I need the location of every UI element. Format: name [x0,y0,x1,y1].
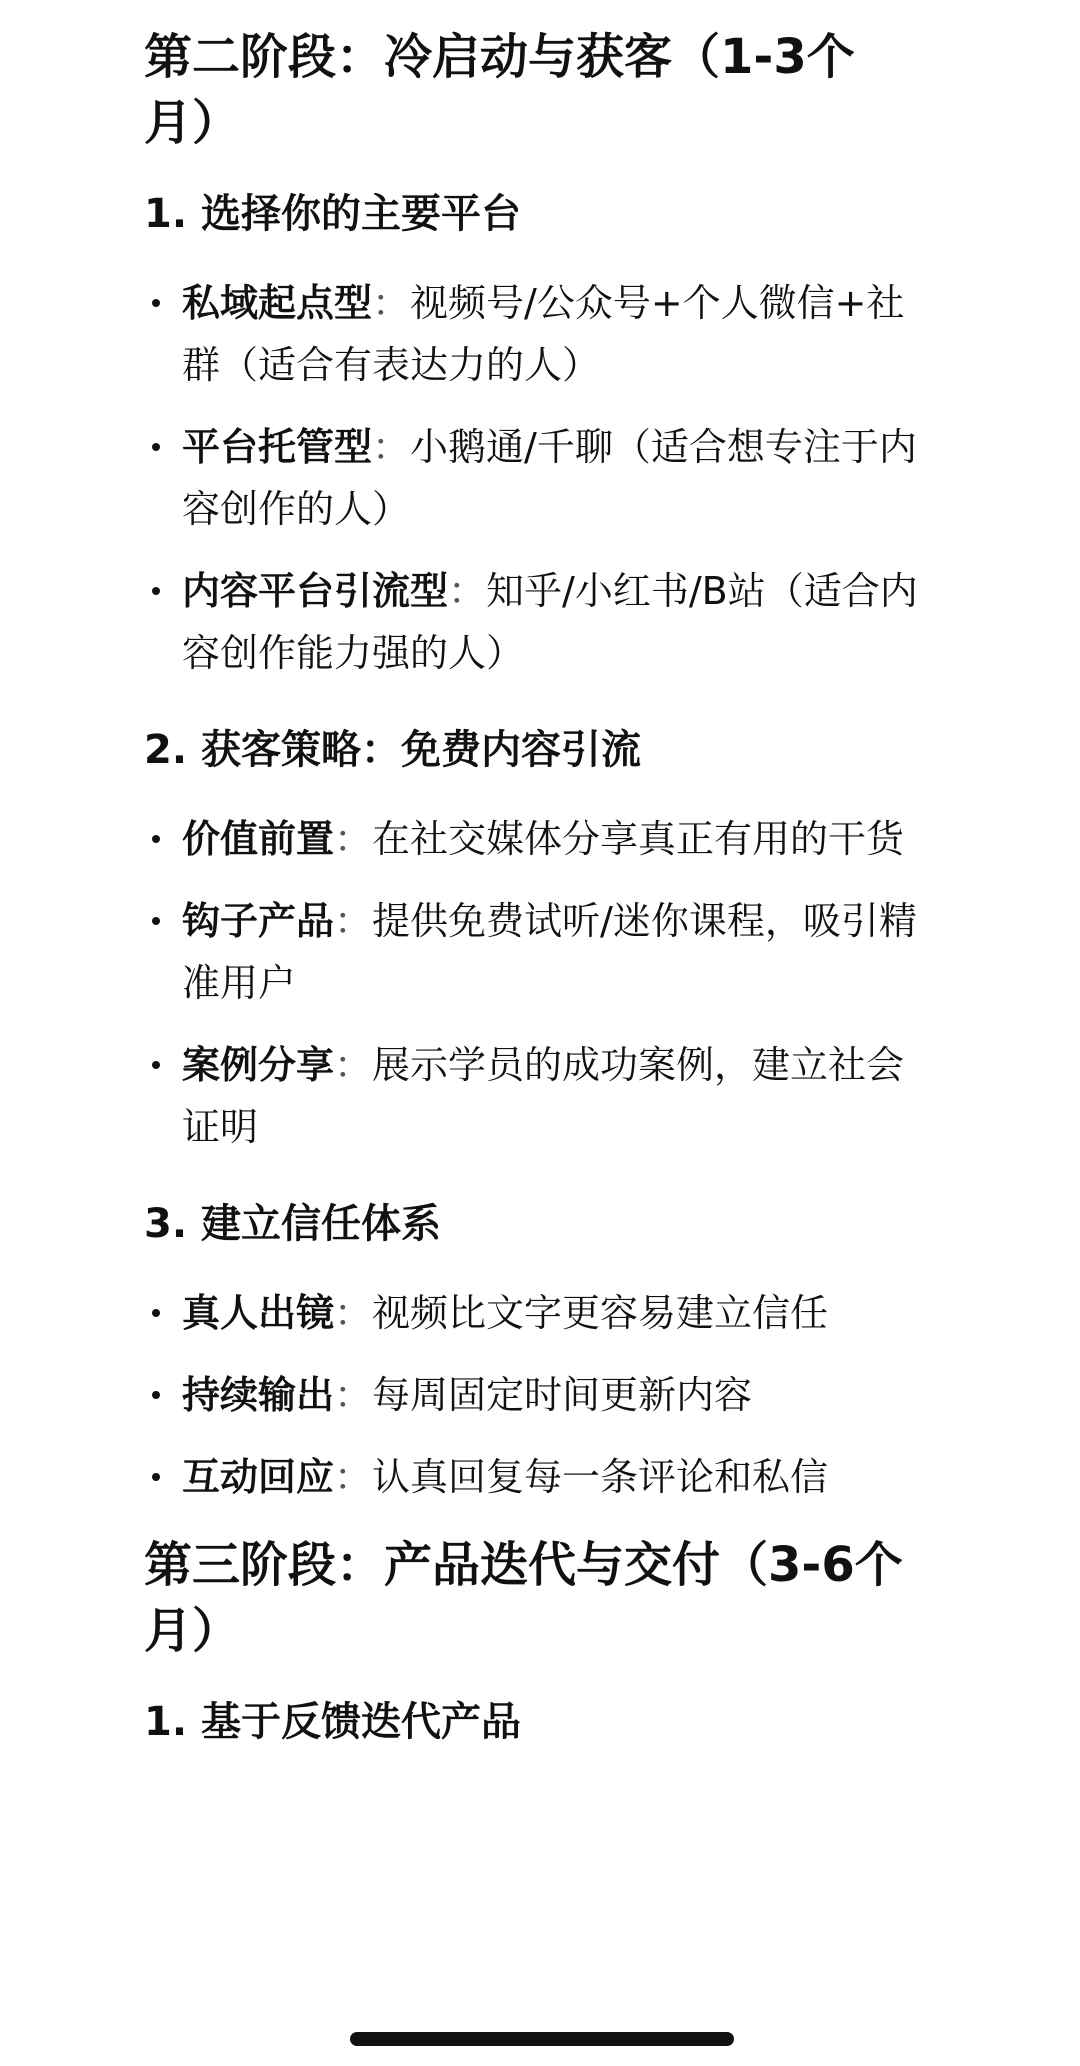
bullet-icon [152,1391,160,1399]
item-text: 小鹅通/千聊（适合想专注于内容创作的人） [182,425,917,531]
item-term: 案例分享 [182,1043,335,1087]
item-term: 真人出镜 [182,1291,335,1335]
bullet-icon [152,1309,160,1317]
bullet-icon [152,1473,160,1481]
home-indicator[interactable] [350,2032,734,2046]
item-separator: ： [372,425,411,469]
list-item [144,1034,942,1158]
item-text: 提供免费试听/迷你课程，吸引精准用户 [182,899,917,1005]
stage2-title: 第二阶段：冷启动与获客（1-3个月） [144,29,855,151]
item-term: 钩子产品 [182,899,335,943]
article-content [144,24,944,1780]
bullet-icon [152,917,160,925]
list-item [144,272,942,396]
list-item [144,808,942,870]
list-item [144,1364,942,1426]
list-item [144,1446,942,1508]
item-term: 价值前置 [182,817,335,861]
item-separator: ： [334,899,373,943]
item-separator: ： [448,569,487,613]
item-separator: ： [334,1291,373,1335]
item-term: 内容平台引流型 [182,569,449,613]
item-text: 每周固定时间更新内容 [372,1373,753,1417]
item-term: 互动回应 [182,1455,335,1499]
section-heading-iterate: 1. 基于反馈迭代产品 [144,1699,521,1745]
bullet-icon [152,299,160,307]
list-item [144,560,942,684]
item-separator: ： [334,1455,373,1499]
platform-list [144,272,944,684]
section-heading-platform: 1. 选择你的主要平台 [144,191,521,237]
stage3-title: 第三阶段：产品迭代与交付（3-6个月） [144,1537,903,1659]
item-text: 认真回复每一条评论和私信 [372,1455,829,1499]
list-item [144,416,942,540]
trust-list [144,1282,944,1508]
item-text: 视频比文字更容易建立信任 [372,1291,829,1335]
bullet-icon [152,835,160,843]
item-separator: ： [334,817,373,861]
item-term: 私域起点型 [182,281,373,325]
item-text: 在社交媒体分享真正有用的干货 [372,817,905,861]
list-item [144,1282,942,1344]
item-separator: ： [334,1043,373,1087]
item-term: 平台托管型 [182,425,373,469]
section-heading-acquisition: 2. 获客策略：免费内容引流 [144,727,641,773]
section-heading-trust: 3. 建立信任体系 [144,1201,441,1247]
item-text: 展示学员的成功案例，建立社会证明 [182,1043,905,1149]
bullet-icon [152,1061,160,1069]
acquisition-list [144,808,944,1158]
item-text: 视频号/公众号+个人微信+社群（适合有表达力的人） [182,281,905,387]
bullet-icon [152,587,160,595]
item-separator: ： [334,1373,373,1417]
item-term: 持续输出 [182,1373,335,1417]
bullet-icon [152,443,160,451]
item-separator: ： [372,281,411,325]
item-text: 知乎/小红书/B站（适合内容创作能力强的人） [182,569,918,675]
list-item [144,890,942,1014]
